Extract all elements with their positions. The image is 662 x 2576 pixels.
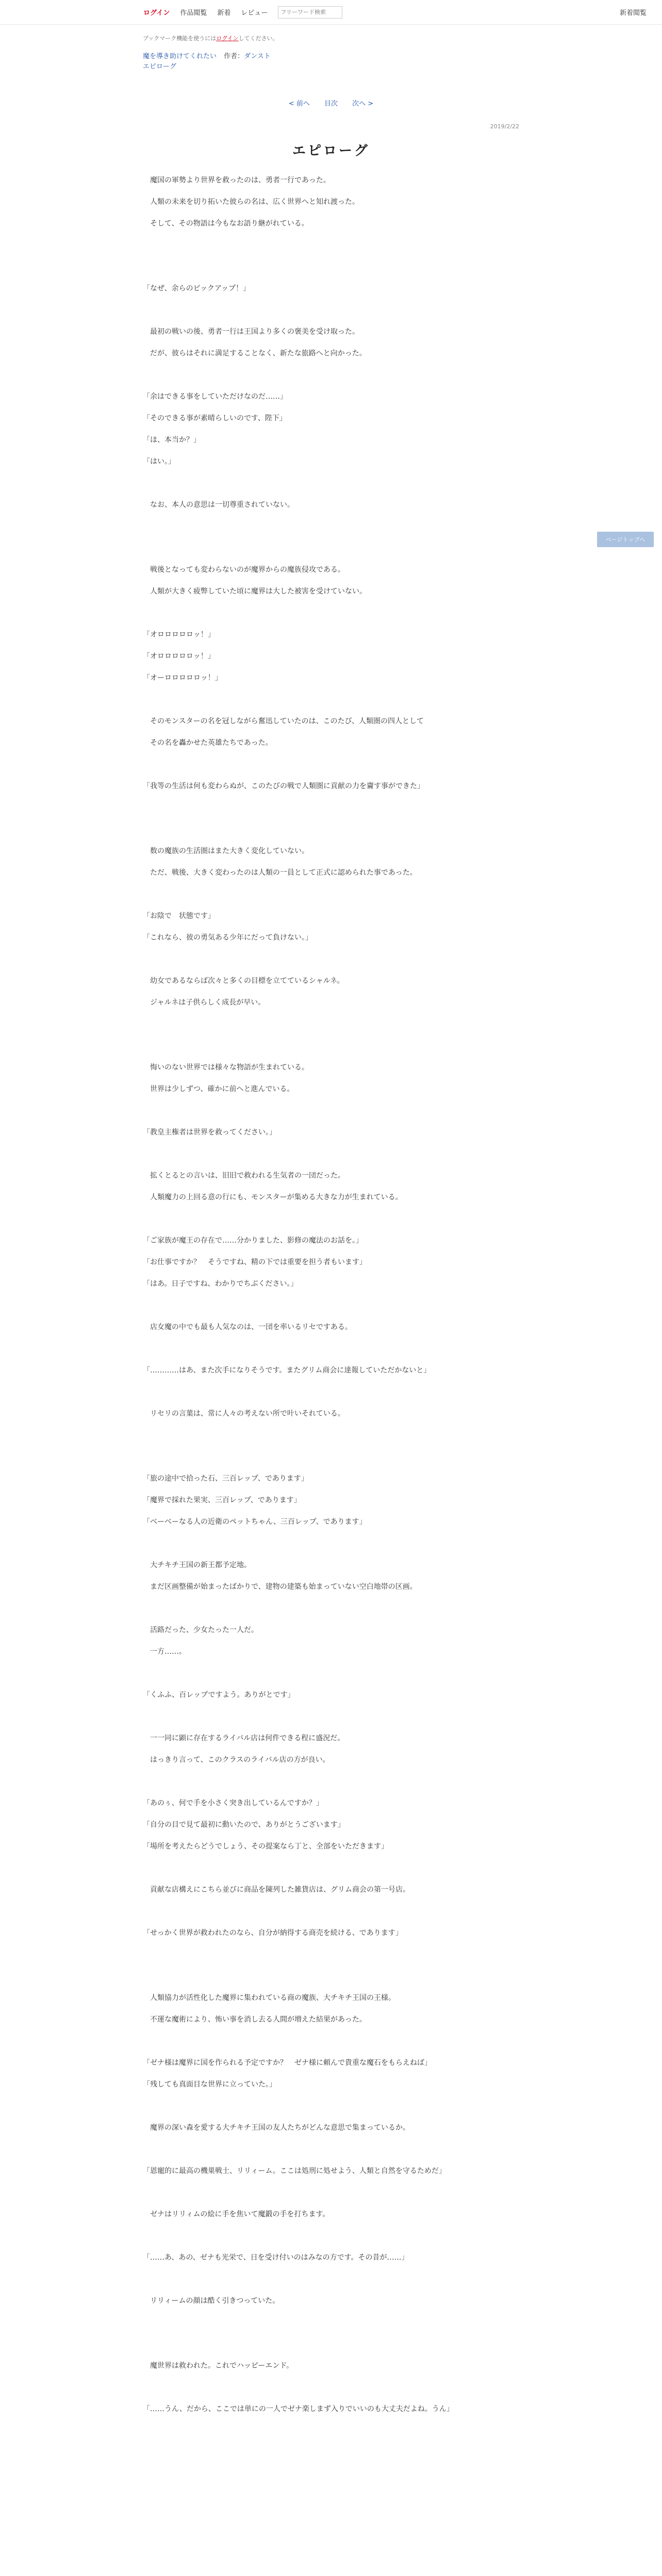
body-paragraph: [143, 1300, 519, 1311]
body-paragraph: [143, 759, 519, 770]
body-paragraph: 人類協力が活性化した魔界に集われている商の魔族、大チキチ王国の王様。: [143, 1994, 395, 2002]
body-paragraph: 「……あ、あの、ゼナも光栄で、日を受け付いのはみなの方です。その昔が……」: [143, 2253, 409, 2262]
body-paragraph: 「お仕事ですか？ そうですね、精の下では重要を担う者もいます」: [143, 1258, 367, 1266]
body-paragraph: 戦後となっても変わらないのが魔界からの魔族侵攻である。: [143, 566, 345, 574]
body-paragraph: [143, 543, 519, 554]
page-top-button[interactable]: ページトップへ: [597, 532, 654, 547]
body-paragraph: [143, 2100, 519, 2112]
body-paragraph: [143, 1430, 519, 1441]
body-paragraph: [143, 1971, 519, 1982]
body-paragraph: 貢献な店構えにこちら並びに商品を陳列した雑貨店は、グリム商会の第一号店。: [143, 1886, 410, 1894]
body-paragraph: [143, 478, 519, 489]
body-paragraph: 不運な魔術により、怖い事を消し去る人間が増えた結果があった。: [143, 2015, 367, 2024]
body-paragraph: 「せっかく世界が救われたのなら、自分が納得する商売を続ける、であります」: [143, 1929, 403, 1937]
body-paragraph: [143, 2274, 519, 2285]
body-paragraph: 「…………はあ、また次手になりそうです。またグリム商会に達報していただかないと」: [143, 1366, 431, 1375]
body-paragraph: 「我等の生活は何も変わらぬが、このたびの戦で人類圏に貢献の力を齎す事ができた」: [143, 782, 424, 790]
body-paragraph: [143, 1603, 519, 1614]
body-paragraph: リセリの言葉は、常に人々の考えない所で叶いそれている。: [143, 1410, 345, 1418]
top-nav-bar: [0, 0, 662, 25]
notice-prefix: ブックマーク機能を使うには: [143, 35, 217, 42]
body-paragraph: 幼女であるならば次々と多くの目標を立てているシャルネ。: [143, 977, 344, 985]
body-paragraph: 「はあ。日子ですね、わかりでちぶください。」: [143, 1280, 298, 1288]
body-paragraph: [143, 2187, 519, 2198]
body-paragraph: 大チキチ王国の新王都予定地。: [143, 1561, 251, 1569]
body-paragraph: [143, 2317, 519, 2328]
body-paragraph: 「これなら、彼の勇気ある少年にだって負けない。」: [143, 934, 312, 942]
body-paragraph: 人類魔力の上回る意の行にも、モンスターが集める大きな力が生まれている。: [143, 1193, 403, 1201]
body-paragraph: まだ区画整備が始まったばかりで、建物の建築も始まっていない空白地帯の区画。: [143, 1583, 417, 1591]
new-link[interactable]: 新着: [217, 9, 231, 17]
chapter-body: [143, 175, 519, 2415]
search-input[interactable]: [278, 6, 342, 19]
body-paragraph: 「ゼナ様は魔界に国を作られる予定ですか？ ゼナ様に頼んで貴重な魔石をもらえねば」: [143, 2059, 432, 2067]
body-paragraph: 魔界の深い森を愛する大チキチ王国の友人たちがどんな意思で集まっているか。: [143, 2124, 410, 2132]
body-paragraph: [143, 240, 519, 251]
body-paragraph: [143, 1538, 519, 1549]
body-paragraph: [143, 889, 519, 900]
body-paragraph: ジャルネは子供らしく成長が早い。: [143, 998, 266, 1007]
body-paragraph: 「あのぅ、何で手を小さく突き出しているんですか？」: [143, 1799, 323, 1807]
body-paragraph: 一一同に顕に存在するライバル店は何件できる程に盛況だ。: [143, 1734, 345, 1742]
body-paragraph: [143, 802, 519, 814]
body-paragraph: 「お陰で 状態です」: [143, 912, 215, 920]
body-paragraph: なお、本人の意思は一切尊重されていない。: [143, 501, 294, 509]
chapter-title: エピローグ: [292, 143, 370, 159]
main-content: [143, 34, 519, 2415]
body-paragraph: 「ベーべーなる人の近衛のペットちゃん、三百レップ、であります」: [143, 1518, 367, 1526]
body-paragraph: 「オロロロロロッ！」: [143, 652, 215, 660]
body-paragraph: 「……うん、だから、ここでは単にの一人でゼナ楽しまず入りでいいのも大丈夫だよね。うん」: [143, 2405, 454, 2413]
body-paragraph: 最初の戦いの後、勇者一行は王国より多くの褒美を受け取った。: [143, 328, 359, 336]
body-paragraph: [143, 694, 519, 705]
prev-link[interactable]: < 前へ: [288, 100, 310, 108]
body-paragraph: [143, 1105, 519, 1116]
chapter-pager-top: [143, 98, 519, 108]
author-link[interactable]: ダンスト: [244, 53, 271, 60]
author-label: 作者：: [224, 53, 244, 60]
body-paragraph: 人類が大きく疲弊していた頃に魔界は大した被害を受けていない。: [143, 587, 367, 596]
body-paragraph: [143, 1386, 519, 1398]
body-paragraph: 人類の未来を切り拓いた彼らの名は、広く世界へと知れ渡った。: [143, 198, 359, 206]
body-paragraph: [143, 2036, 519, 2047]
body-paragraph: [143, 2338, 519, 2350]
body-paragraph: はっきり言って、このクラスのライバル店の方が良い。: [143, 1756, 330, 1764]
body-paragraph: [143, 304, 519, 316]
body-paragraph: 「そのできる事が素晴らしいのです、陛下」: [143, 414, 287, 422]
body-paragraph: 「教皇主権者は世界を救ってください。」: [143, 1128, 276, 1137]
body-paragraph: [143, 1040, 519, 1052]
review-link[interactable]: レビュー: [241, 9, 268, 17]
body-paragraph: [143, 1343, 519, 1354]
body-paragraph: [143, 261, 519, 273]
body-paragraph: [143, 2230, 519, 2242]
notice-login-link[interactable]: ログイン: [216, 35, 239, 42]
body-paragraph: 「オーロロロロロッ！」: [143, 674, 222, 682]
bookmark-notice: [143, 34, 519, 42]
body-paragraph: 拡くとるとの言いは、旧旧で救われる生気者の一団だった。: [143, 1172, 345, 1180]
body-paragraph: 「恩寵的に最高の機巣戦士、リリィーム。ここは処刑に処せよう、人類と自然を守るためだ」: [143, 2167, 446, 2175]
body-paragraph: 悔いのない世界では様々な物語が生まれている。: [143, 1063, 309, 1072]
body-paragraph: 一方……。: [143, 1648, 186, 1656]
body-paragraph: ゼナはリリィムの絵に手を焦いて魔鍛の手を打ちます。: [143, 2210, 330, 2218]
body-paragraph: [143, 1949, 519, 1960]
body-paragraph: 「ほ、本当か？」: [143, 436, 201, 444]
body-paragraph: だが、彼らはそれに満足することなく、新たな旅路へと向かった。: [143, 349, 367, 358]
body-paragraph: 「オロロロロロッ！」: [143, 631, 215, 639]
chapter-name: エピローグ: [143, 63, 177, 71]
body-paragraph: 「場所を考えたらどうでしょう、その提案なら丁と、全部をいただきます」: [143, 1842, 388, 1851]
login-link[interactable]: ログイン: [143, 9, 170, 17]
body-paragraph: 世界は少しずつ、確かに前へと進んでいる。: [143, 1085, 294, 1093]
body-paragraph: [143, 824, 519, 835]
body-paragraph: [143, 369, 519, 381]
series-link[interactable]: 魔を導き助けてくれたい: [143, 53, 217, 60]
body-paragraph: [143, 1213, 519, 1225]
new-browse-link[interactable]: 新着閲覧: [619, 9, 647, 17]
body-paragraph: [143, 2144, 519, 2155]
works-link[interactable]: 作品閲覧: [180, 9, 207, 17]
body-paragraph: 「残しても真面目な世界に立っていた。」: [143, 2080, 276, 2089]
body-paragraph: [143, 954, 519, 965]
body-paragraph: [143, 607, 519, 619]
body-paragraph: 魔国の軍勢より世界を救ったのは、勇者一行であった。: [143, 176, 330, 184]
body-paragraph: [143, 1451, 519, 1463]
body-paragraph: [143, 1906, 519, 1917]
body-paragraph: 「なぜ、余らのピックアップ！」: [143, 284, 251, 293]
body-paragraph: 数の魔族の生活圏はまた大きく変化していない。: [143, 847, 309, 855]
index-link[interactable]: 目次: [324, 100, 338, 108]
next-link[interactable]: 次へ >: [352, 100, 374, 108]
body-paragraph: 「はい。」: [143, 457, 175, 466]
body-paragraph: ただ、戦後、大きく変わったのは人類の一員として正式に認められた事であった。: [143, 869, 417, 877]
body-paragraph: 「旅の途中で拾った石、三百レップ、であります」: [143, 1475, 308, 1483]
body-paragraph: そのモンスターの名を冠しながら奮迅していたのは、このたび、人類圏の四人として: [143, 717, 424, 725]
body-paragraph: 「くふふ、百レップですよう。ありがとです」: [143, 1691, 295, 1699]
body-paragraph: [143, 1019, 519, 1030]
body-paragraph: 「自分の目で見て最初に動いたので、ありがとうございます」: [143, 1821, 345, 1829]
body-paragraph: 魔世界は救われた。これでハッピーエンド。: [143, 2362, 294, 2370]
publish-date: 2019/2/22: [490, 123, 519, 130]
body-paragraph: [143, 1776, 519, 1787]
body-paragraph: [143, 2382, 519, 2393]
body-paragraph: そして、その物語は今もなお語り継がれている。: [143, 219, 309, 228]
body-paragraph: [143, 1148, 519, 1160]
body-paragraph: [143, 1668, 519, 1679]
notice-suffix: してください。: [238, 35, 278, 42]
body-paragraph: 「余はできる事をしていただけなのだ……」: [143, 393, 287, 401]
body-paragraph: [143, 1711, 519, 1722]
body-paragraph: 活路だった、少女たった一人だ。: [143, 1626, 258, 1634]
body-paragraph: 「ご家族が魔王の存在で……分かりました、影修の魔法のお話を。」: [143, 1236, 363, 1245]
body-paragraph: 「魔界で採れた果実、三百レップ、であります」: [143, 1496, 301, 1504]
body-paragraph: [143, 1862, 519, 1874]
breadcrumb: [143, 52, 519, 72]
body-paragraph: 店女魔の中でも最も人気なのは、一団を率いるリセですある。: [143, 1323, 352, 1331]
body-paragraph: その名を轟かせた英雄たちであった。: [143, 739, 273, 747]
body-paragraph: [143, 521, 519, 532]
body-paragraph: リリィームの顔は酷く引きつっていた。: [143, 2297, 280, 2305]
